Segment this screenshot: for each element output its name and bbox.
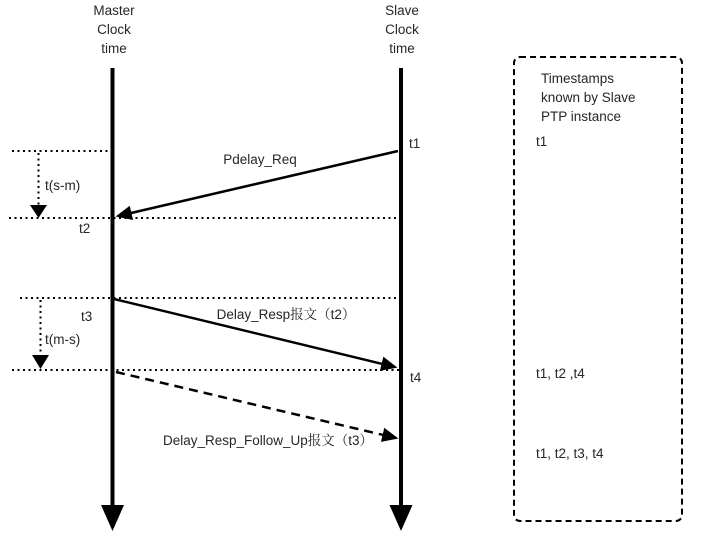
interval-m-s-label: t(m-s) <box>45 332 81 347</box>
interval-m-s-arrowhead-icon <box>32 355 49 369</box>
delay-resp-follow-up-arrow <box>116 372 396 438</box>
slave-header-line-3: time <box>389 41 415 56</box>
slave-header-line-2: Clock <box>385 22 419 37</box>
delay-resp-follow-up-label: Delay_Resp_Follow_Up报文（t3） <box>162 433 374 448</box>
delay-resp-label: Delay_Resp报文（t2） <box>216 307 356 322</box>
timestamp-t3-label: t3 <box>81 309 93 324</box>
timestamp-t2-label: t2 <box>79 221 91 236</box>
timestamp-t4-label: t4 <box>410 370 422 385</box>
legend-title <box>541 69 636 126</box>
legend-entry-t1-t2-t4: t1, t2 ,t4 <box>536 366 585 381</box>
interval-s-m-label: t(s-m) <box>45 178 81 193</box>
master-clock-header <box>93 1 134 58</box>
slave-header-line-1: Slave <box>385 3 419 18</box>
legend-entry-t1-t2-t3-t4: t1, t2, t3, t4 <box>536 446 604 461</box>
timestamps-legend-box <box>513 56 683 522</box>
slave-timeline-arrowhead-icon <box>390 505 413 531</box>
master-timeline-arrowhead-icon <box>101 505 124 531</box>
master-header-line-1: Master <box>93 3 135 18</box>
legend-entry-t1: t1 <box>536 134 548 149</box>
slave-clock-header <box>385 1 419 58</box>
pdelay-req-label: Pdelay_Req <box>223 152 297 167</box>
master-header-line-3: time <box>101 41 127 56</box>
legend-title-line-1: Timestamps <box>541 71 615 86</box>
timestamp-t1-label: t1 <box>409 136 421 151</box>
interval-s-m-arrowhead-icon <box>30 205 47 218</box>
legend-title-line-3: PTP instance <box>541 109 622 124</box>
master-header-line-2: Clock <box>97 22 131 37</box>
legend-title-line-2: known by Slave <box>541 90 636 105</box>
